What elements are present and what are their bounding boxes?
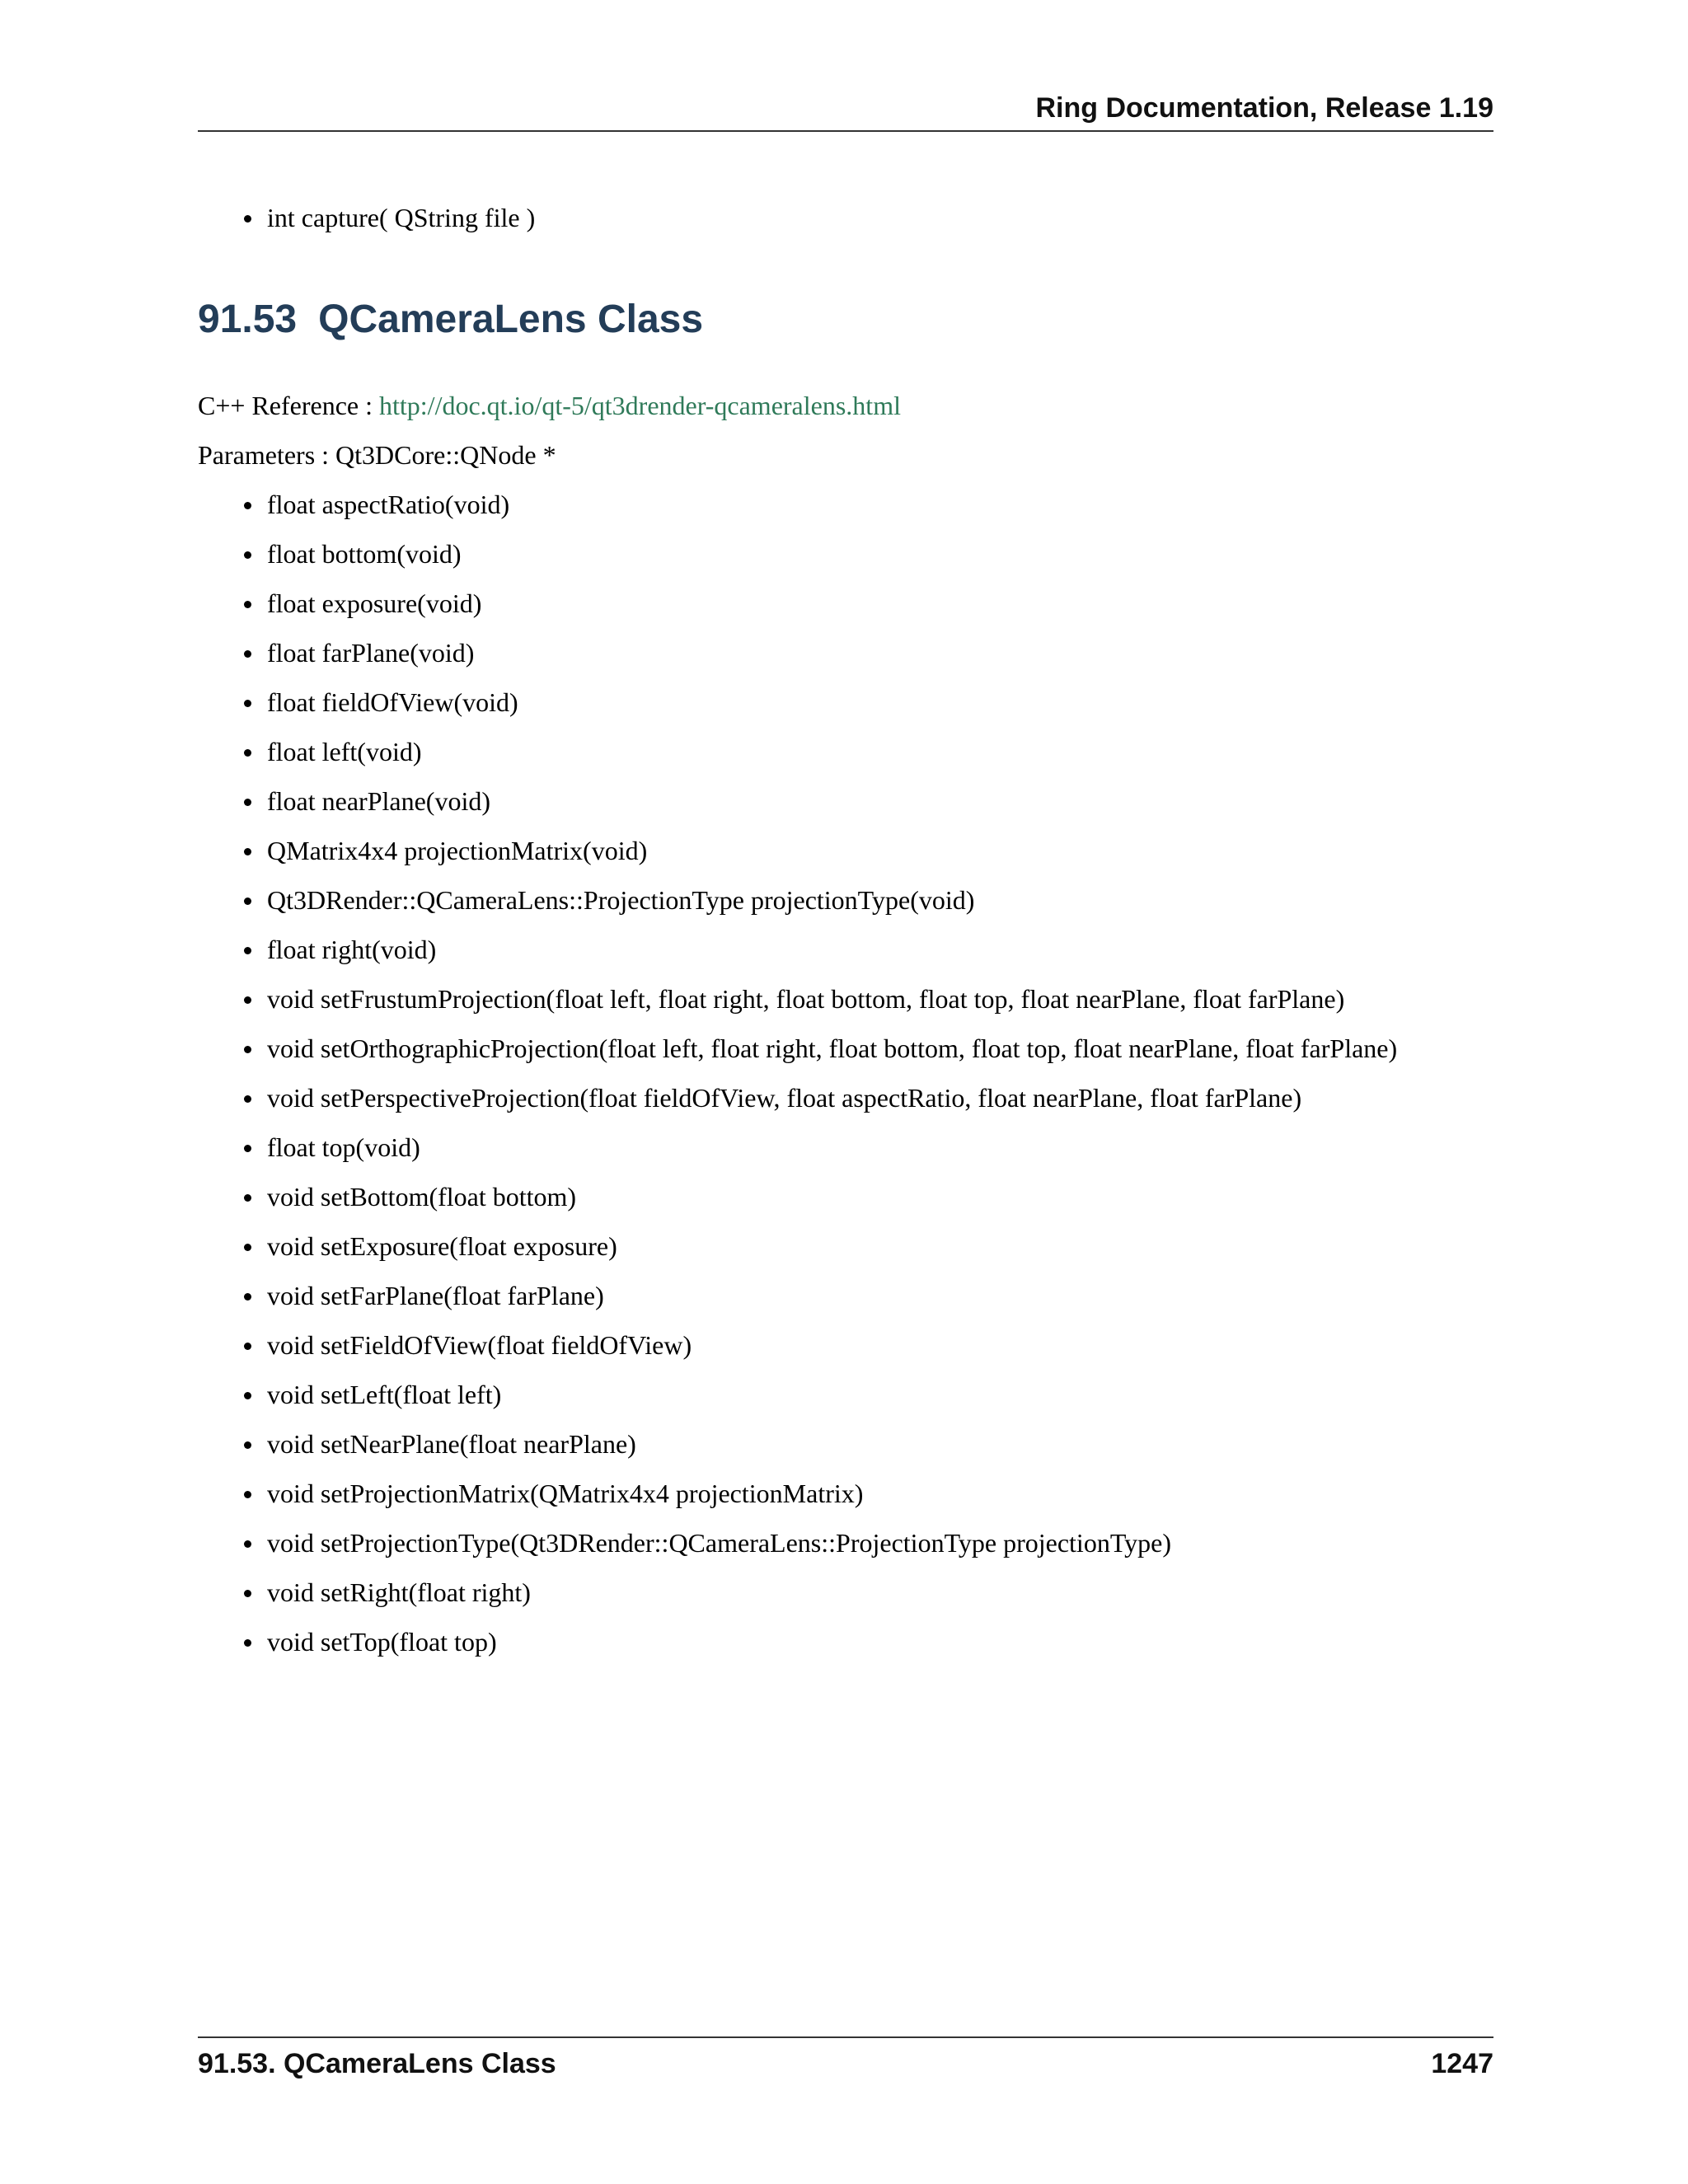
list-item: float aspectRatio(void): [241, 480, 1397, 529]
list-item: float fieldOfView(void): [241, 677, 1397, 727]
reference-label: C++ Reference :: [198, 391, 379, 420]
list-item: void setBottom(float bottom): [241, 1172, 1397, 1221]
list-item: void setPerspectiveProjection(float fieldOfView, float aspectRatio, float nearPlane, float farPlane): [241, 1073, 1397, 1122]
list-item: float farPlane(void): [241, 628, 1397, 677]
list-item: QMatrix4x4 projectionMatrix(void): [241, 826, 1397, 875]
method-list: [241, 480, 1397, 1666]
list-item: void setLeft(float left): [241, 1370, 1397, 1419]
list-item: void setProjectionType(Qt3DRender::QCameraLens::ProjectionType projectionType): [241, 1518, 1397, 1568]
section-title-text: QCameraLens Class: [318, 298, 704, 341]
header-title: Ring Documentation, Release 1.19: [1035, 92, 1493, 124]
section-title: [198, 295, 703, 344]
list-item: void setNearPlane(float nearPlane): [241, 1419, 1397, 1469]
section-number: 91.53: [198, 298, 298, 341]
page-number: 1247: [1431, 2048, 1493, 2079]
list-item: float exposure(void): [241, 579, 1397, 628]
list-item: int capture( QString file ): [241, 193, 535, 242]
list-item: void setFrustumProjection(float left, float right, float bottom, float top, float nearPlane, float farPlane): [241, 974, 1397, 1024]
list-item: float left(void): [241, 727, 1397, 776]
footer-section: 91.53. QCameraLens Class: [198, 2048, 556, 2079]
cpp-reference: [198, 381, 901, 430]
page-footer: [198, 2036, 1493, 2088]
list-item: Qt3DRender::QCameraLens::ProjectionType projectionType(void): [241, 875, 1397, 925]
list-item: float top(void): [241, 1122, 1397, 1172]
list-item: float right(void): [241, 925, 1397, 974]
parameters-line: Parameters : Qt3DCore::QNode *: [198, 440, 556, 470]
list-item: void setRight(float right): [241, 1568, 1397, 1617]
list-item: void setProjectionMatrix(QMatrix4x4 projectionMatrix): [241, 1469, 1397, 1518]
list-item: void setTop(float top): [241, 1617, 1397, 1666]
list-item: void setFarPlane(float farPlane): [241, 1271, 1397, 1320]
list-item: void setExposure(float exposure): [241, 1221, 1397, 1271]
list-item: void setOrthographicProjection(float left, float right, float bottom, float top, float nearPlane, float farPlane): [241, 1024, 1397, 1073]
list-item: float nearPlane(void): [241, 776, 1397, 826]
reference-link[interactable]: http://doc.qt.io/qt-5/qt3drender-qcameralens.html: [379, 391, 901, 420]
list-item: float bottom(void): [241, 529, 1397, 579]
intro-method-list: [241, 193, 535, 242]
page-header: [198, 89, 1493, 132]
list-item: void setFieldOfView(float fieldOfView): [241, 1320, 1397, 1370]
